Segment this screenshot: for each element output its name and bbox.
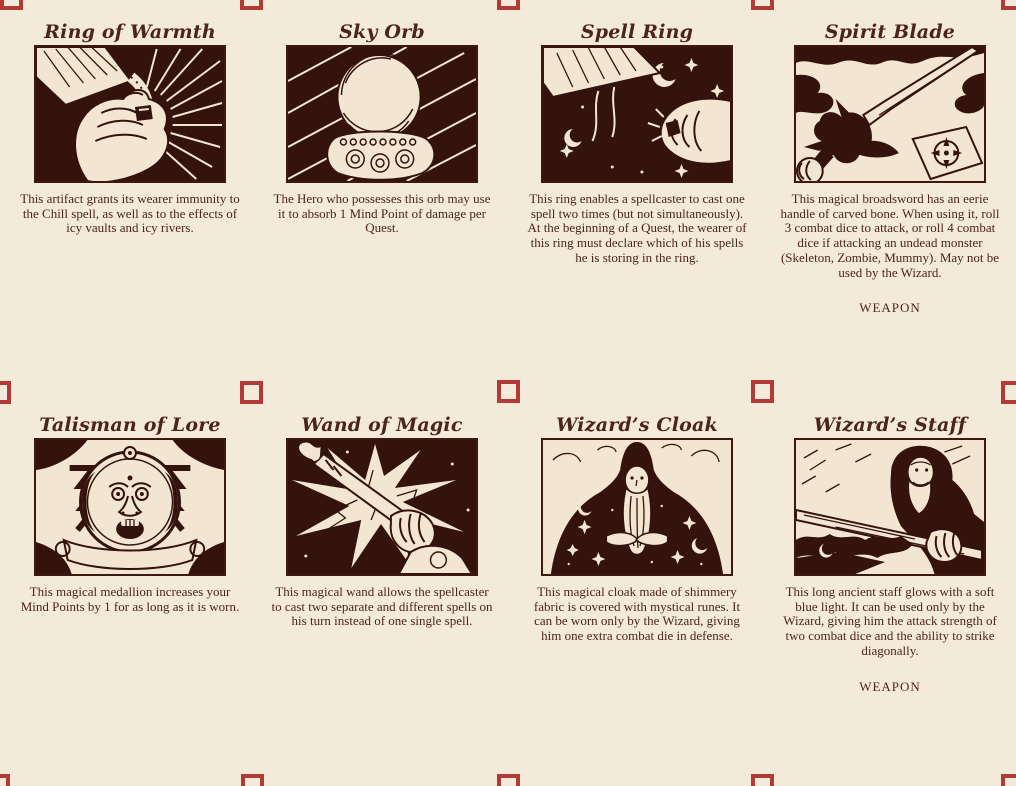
registration-mark [1001,381,1016,404]
wizards-cloak-illustration [541,438,733,576]
card-title: Spell Ring [580,21,694,43]
card-wand-of-magic [260,415,504,629]
card-description: This artifact grants its wearer immunity to the Chill spell, as well as to the effects of icy vaults and icy rivers. [20,191,240,236]
weapon-label: WEAPON [859,678,921,694]
registration-mark [0,774,10,786]
wizards-staff-illustration [794,438,986,576]
card-title: Spirit Blade [824,21,956,43]
card-spirit-blade [768,22,1012,316]
card-spell-ring [515,22,759,266]
wand-of-magic-illustration [286,438,478,576]
registration-mark [497,380,520,403]
registration-mark [0,0,23,10]
registration-mark [240,0,263,10]
card-sky-orb [260,22,504,236]
card-wizards-staff [768,415,1012,695]
card-description: This magical wand allows the spellcaster to cast two separate and different spells on his turn instead of one single spell. [271,584,493,629]
registration-mark [751,774,774,786]
card-description: This magical cloak made of shimmery fabric is covered with mystical runes. It can be worn only by the Wizard, giving him one extra combat die in defense. [533,584,741,644]
card-description: This long ancient staff glows with a soft blue light. It can be used only by the Wizard, giving him the attack strength of two combat dice and the ability to strike diagonally. [783,584,997,658]
sky-orb-illustration [286,45,478,183]
card-title: Wizard’s Cloak [556,414,718,436]
card-title: Sky Orb [339,21,425,43]
registration-mark [497,0,520,10]
spirit-blade-illustration [794,45,986,183]
registration-mark [241,774,264,786]
registration-mark [240,381,263,404]
registration-mark [0,381,11,404]
card-title: Wizard’s Staff [813,414,967,436]
card-title: Wand of Magic [301,414,463,436]
card-ring-of-warmth [8,22,252,236]
card-wizards-cloak [515,415,759,644]
ring-of-warmth-illustration [34,45,226,183]
card-description: This magical medallion increases your Mind Points by 1 for as long as it is worn. [20,584,240,614]
card-title: Ring of Warmth [44,21,216,43]
weapon-label: WEAPON [859,300,921,316]
registration-mark [1001,774,1016,786]
registration-mark [1001,0,1016,10]
spell-ring-illustration [541,45,733,183]
registration-mark [751,0,774,10]
registration-mark [751,380,774,403]
talisman-of-lore-illustration [34,438,226,576]
card-description: The Hero who possesses this orb may use it to absorb 1 Mind Point of damage per Quest. [273,191,491,236]
card-description: This ring enables a spellcaster to cast one spell two times (but not simultaneously). At the beginning of a Quest, the wearer of this ring must declare which of his spells he is storing in the ring. [527,191,747,265]
card-talisman-of-lore [8,415,252,614]
card-description: This magical broadsword has an eerie handle of carved bone. When using it, roll 3 combat dice to attack, or roll 4 combat dice if attacking an undead monster (Skeleton, Zombie, Mummy). May not be used by the Wizard. [780,191,1000,280]
card-title: Talisman of Lore [39,414,221,436]
registration-mark [497,774,520,786]
